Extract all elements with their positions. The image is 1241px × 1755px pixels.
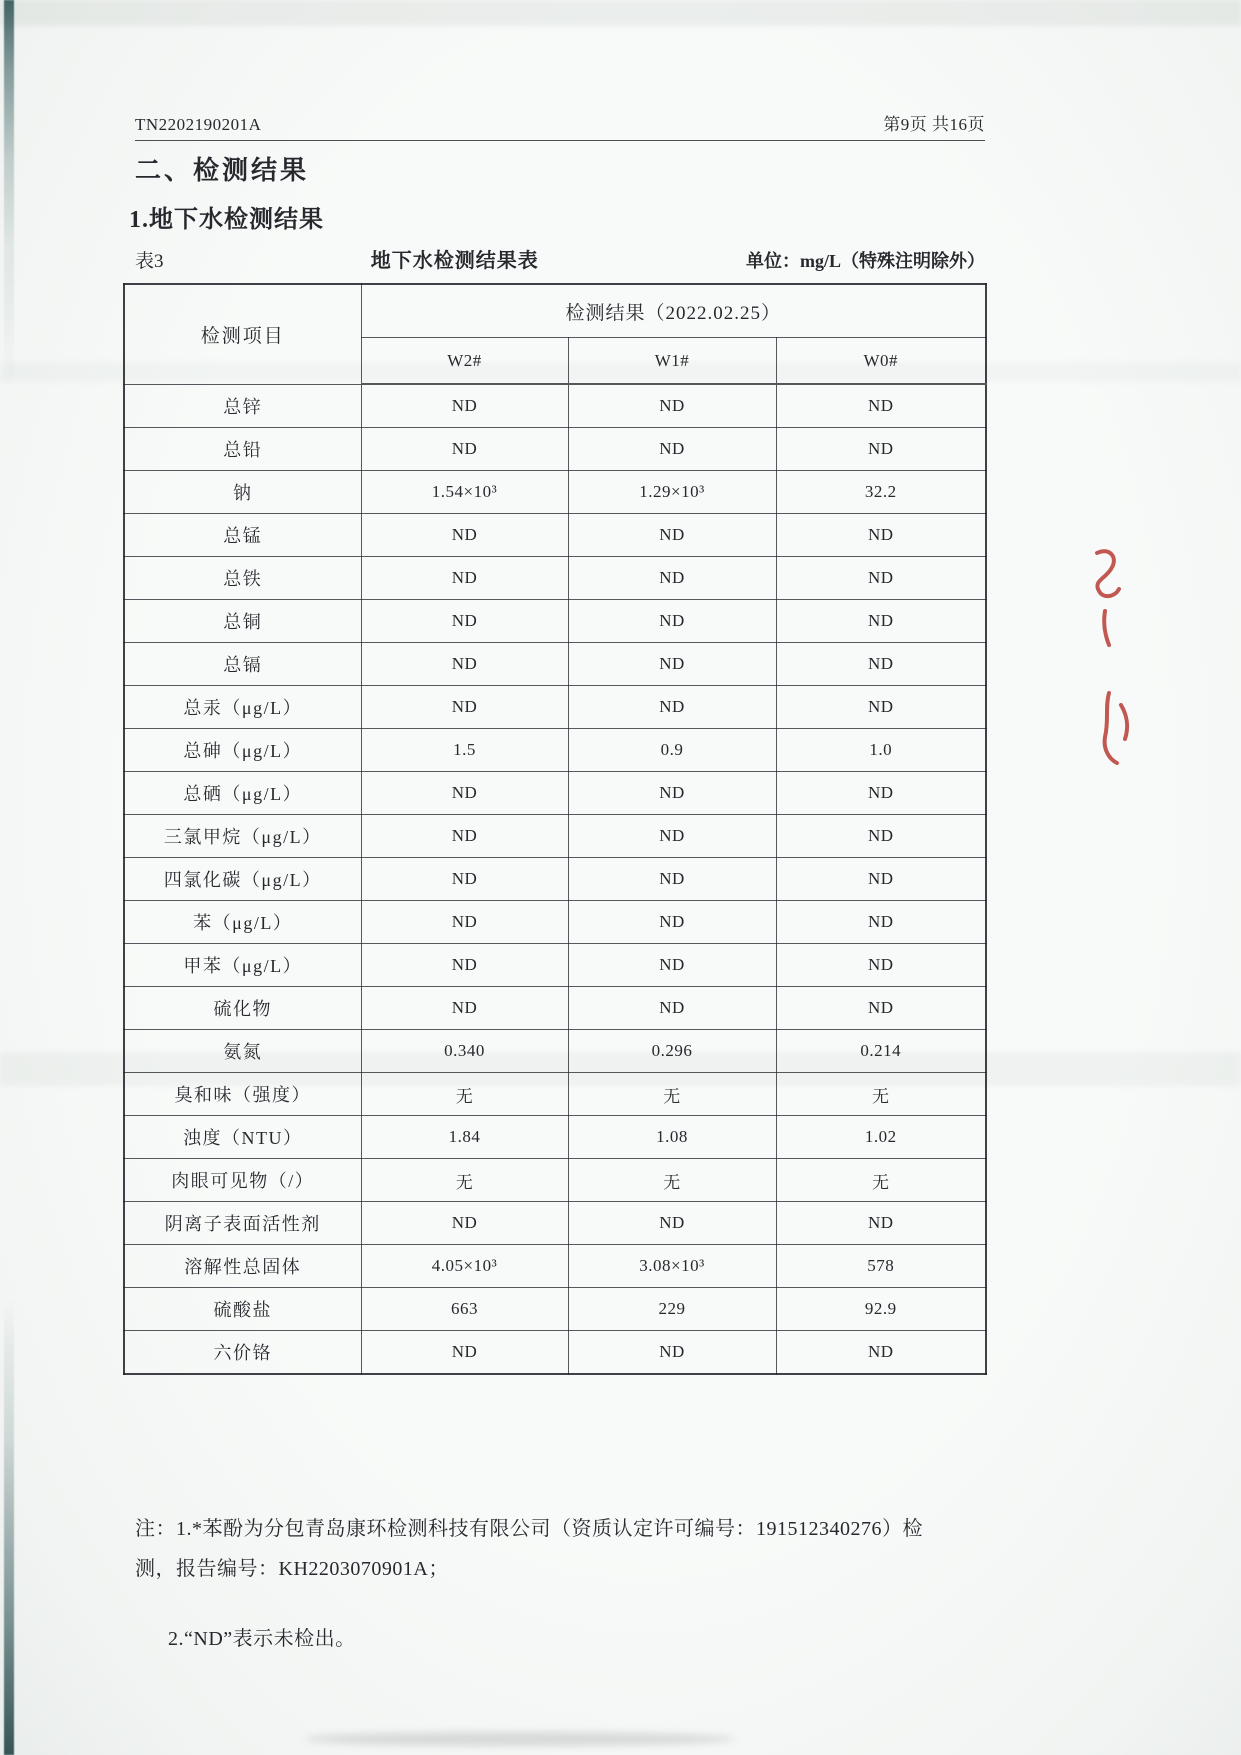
row-item-label: 总铁 (124, 557, 361, 600)
row-item-label: 苯（μg/L） (124, 901, 361, 944)
row-value-w1: ND (568, 1331, 776, 1375)
row-value-w0: ND (776, 772, 986, 815)
row-value-w2: ND (361, 1202, 568, 1245)
scan-edge-streak (4, 0, 14, 1755)
table-row (124, 729, 986, 772)
row-value-w0: 1.02 (776, 1116, 986, 1159)
table-row (124, 1030, 986, 1073)
row-value-w2: 663 (361, 1288, 568, 1331)
row-value-w0: 92.9 (776, 1288, 986, 1331)
table-title: 地下水检测结果表 (370, 250, 539, 272)
row-value-w0: 无 (776, 1159, 986, 1202)
table-row (124, 600, 986, 643)
row-value-w2: 无 (361, 1159, 568, 1202)
table-row (124, 772, 986, 815)
row-value-w0: ND (776, 384, 986, 428)
row-value-w0: ND (776, 514, 986, 557)
handwritten-red-marks (1075, 545, 1155, 795)
scan-bottom-smudge (305, 1732, 735, 1746)
row-value-w1: ND (568, 686, 776, 729)
table-row (124, 1073, 986, 1116)
row-item-label: 臭和味（强度） (124, 1073, 361, 1116)
row-item-label: 肉眼可见物（/） (124, 1159, 361, 1202)
row-item-label: 甲苯（μg/L） (124, 944, 361, 987)
results-table-head (124, 284, 986, 384)
table-row (124, 1159, 986, 1202)
row-item-label: 总锰 (124, 514, 361, 557)
row-value-w2: ND (361, 600, 568, 643)
row-value-w1: ND (568, 428, 776, 471)
row-value-w1: ND (568, 643, 776, 686)
result-group-header: 检测结果（2022.02.25） (361, 284, 986, 338)
row-item-label: 阴离子表面活性剂 (124, 1202, 361, 1245)
row-value-w1: ND (568, 987, 776, 1030)
row-value-w2: 1.54×10³ (361, 471, 568, 514)
row-value-w0: 1.0 (776, 729, 986, 772)
row-value-w0: ND (776, 1331, 986, 1375)
results-table-body (124, 384, 986, 1374)
row-item-label: 总锌 (124, 384, 361, 428)
row-value-w0: ND (776, 600, 986, 643)
table-row (124, 643, 986, 686)
row-value-w1: 229 (568, 1288, 776, 1331)
row-value-w2: ND (361, 384, 568, 428)
row-value-w1: 1.29×10³ (568, 471, 776, 514)
row-value-w2: 4.05×10³ (361, 1245, 568, 1288)
table-unit: 单位：mg/L（特殊注明除外） (745, 251, 985, 271)
column-header-w0: W0# (776, 338, 986, 385)
table-row (124, 514, 986, 557)
table-row (124, 428, 986, 471)
row-item-label: 四氯化碳（μg/L） (124, 858, 361, 901)
row-value-w0: 32.2 (776, 471, 986, 514)
column-header-w2: W2# (361, 338, 568, 385)
table-row (124, 1288, 986, 1331)
row-item-label: 溶解性总固体 (124, 1245, 361, 1288)
row-value-w0: ND (776, 815, 986, 858)
scan-noise-top (0, 0, 1241, 26)
row-value-w2: ND (361, 686, 568, 729)
row-item-label: 硫化物 (124, 987, 361, 1030)
row-value-w2: ND (361, 643, 568, 686)
subsection-title: 1.地下水检测结果 (129, 207, 324, 233)
table-row (124, 1116, 986, 1159)
group-header-row (124, 284, 986, 338)
row-value-w0: 578 (776, 1245, 986, 1288)
table-row (124, 1245, 986, 1288)
row-value-w0: 0.214 (776, 1030, 986, 1073)
row-value-w1: ND (568, 901, 776, 944)
row-value-w1: ND (568, 944, 776, 987)
page-header (135, 110, 985, 141)
row-value-w2: ND (361, 987, 568, 1030)
row-item-label: 总汞（μg/L） (124, 686, 361, 729)
row-item-label: 硫酸盐 (124, 1288, 361, 1331)
row-value-w2: ND (361, 1331, 568, 1375)
row-item-label: 总硒（μg/L） (124, 772, 361, 815)
row-value-w0: 无 (776, 1073, 986, 1116)
table-row (124, 901, 986, 944)
row-value-w1: ND (568, 1202, 776, 1245)
document-number: TN2202190201A (135, 115, 262, 134)
row-value-w2: ND (361, 514, 568, 557)
row-value-w2: ND (361, 901, 568, 944)
row-value-w2: ND (361, 858, 568, 901)
row-value-w0: ND (776, 686, 986, 729)
row-value-w1: 0.9 (568, 729, 776, 772)
row-item-label: 总镉 (124, 643, 361, 686)
row-item-label: 总铅 (124, 428, 361, 471)
row-value-w0: ND (776, 858, 986, 901)
table-label: 表3 (135, 251, 164, 272)
row-value-w1: ND (568, 815, 776, 858)
table-row (124, 557, 986, 600)
row-value-w2: 1.5 (361, 729, 568, 772)
row-value-w2: 1.84 (361, 1116, 568, 1159)
row-value-w2: ND (361, 557, 568, 600)
row-item-label: 六价铬 (124, 1331, 361, 1375)
row-value-w2: 0.340 (361, 1030, 568, 1073)
row-value-w0: ND (776, 643, 986, 686)
row-value-w0: ND (776, 901, 986, 944)
row-value-w2: ND (361, 428, 568, 471)
item-column-header: 检测项目 (124, 284, 361, 384)
footnote-line-3: 2.“ND”表示未检出。 (168, 1628, 356, 1650)
footnote-line-1: 注：1.*苯酚为分包青岛康环检测科技有限公司（资质认定许可编号：191512340276）检 (135, 1518, 923, 1540)
row-item-label: 总砷（μg/L） (124, 729, 361, 772)
row-value-w1: ND (568, 557, 776, 600)
row-value-w1: ND (568, 600, 776, 643)
table-row (124, 815, 986, 858)
table-row (124, 471, 986, 514)
row-item-label: 钠 (124, 471, 361, 514)
column-header-w1: W1# (568, 338, 776, 385)
row-value-w1: ND (568, 858, 776, 901)
table-caption (135, 244, 985, 273)
row-item-label: 总铜 (124, 600, 361, 643)
table-row (124, 686, 986, 729)
row-item-label: 三氯甲烷（μg/L） (124, 815, 361, 858)
row-item-label: 氨氮 (124, 1030, 361, 1073)
table-row (124, 384, 986, 428)
table-row (124, 987, 986, 1030)
row-value-w2: ND (361, 772, 568, 815)
row-value-w2: 无 (361, 1073, 568, 1116)
table-row (124, 858, 986, 901)
row-value-w2: ND (361, 815, 568, 858)
row-value-w1: ND (568, 772, 776, 815)
footnote-line-2: 测，报告编号：KH2203070901A； (135, 1558, 449, 1580)
row-value-w1: 无 (568, 1159, 776, 1202)
row-value-w0: ND (776, 1202, 986, 1245)
row-value-w2: ND (361, 944, 568, 987)
section-title: 二、检测结果 (135, 156, 310, 185)
row-value-w1: ND (568, 384, 776, 428)
row-value-w0: ND (776, 944, 986, 987)
row-value-w1: ND (568, 514, 776, 557)
row-value-w0: ND (776, 557, 986, 600)
table-row (124, 1202, 986, 1245)
results-table (123, 283, 987, 1375)
row-value-w1: 1.08 (568, 1116, 776, 1159)
table-row (124, 1331, 986, 1375)
row-value-w1: 3.08×10³ (568, 1245, 776, 1288)
table-row (124, 944, 986, 987)
page-number: 第9页 共16页 (883, 115, 985, 134)
row-value-w1: 无 (568, 1073, 776, 1116)
row-value-w0: ND (776, 987, 986, 1030)
row-value-w0: ND (776, 428, 986, 471)
row-item-label: 浊度（NTU） (124, 1116, 361, 1159)
row-value-w1: 0.296 (568, 1030, 776, 1073)
